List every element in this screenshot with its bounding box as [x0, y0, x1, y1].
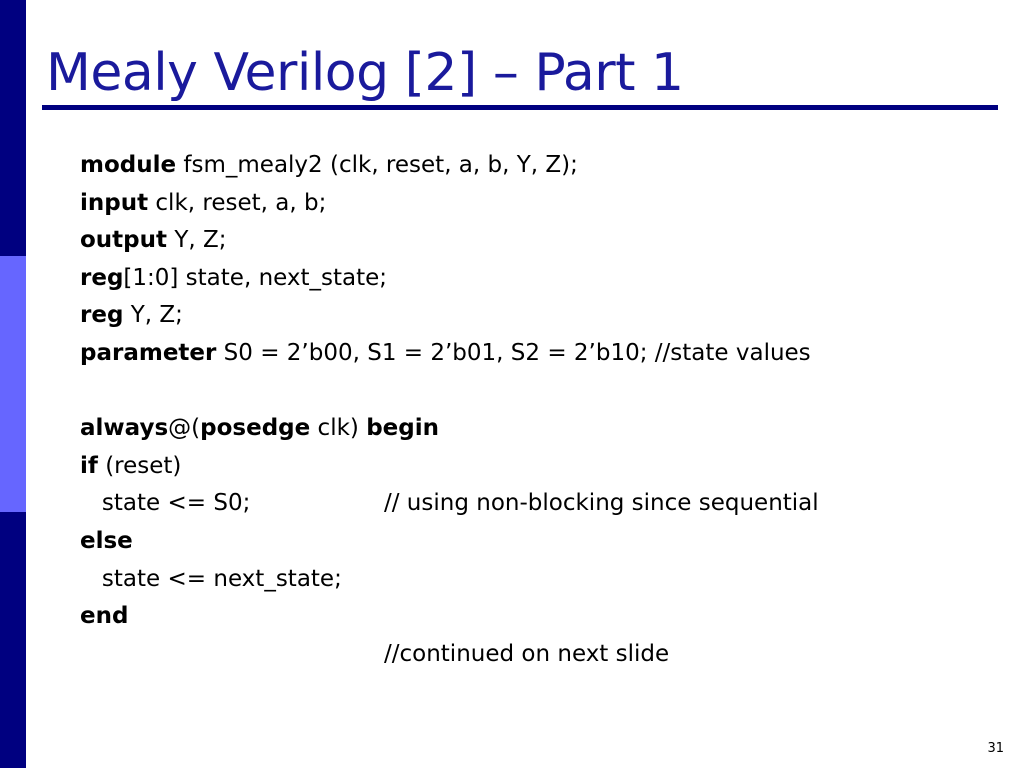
sidebar-segment-bottom	[0, 512, 26, 768]
code-text: (reset)	[97, 452, 182, 479]
code-line-parameter	[80, 335, 811, 373]
code-line-next-assign	[80, 561, 811, 599]
keyword: input	[80, 189, 149, 216]
sidebar-accent-bar	[0, 0, 26, 768]
code-text: Y, Z;	[123, 302, 183, 329]
title-underline	[42, 105, 998, 110]
keyword: else	[80, 527, 133, 554]
code-line-output	[80, 222, 811, 260]
keyword: output	[80, 227, 168, 254]
sidebar-segment-top	[0, 0, 26, 256]
code-line-else	[80, 523, 811, 561]
code-line-module	[80, 147, 811, 185]
code-text: @(	[168, 415, 201, 442]
keyword: always	[80, 415, 169, 442]
slide-number: 31	[987, 741, 1004, 756]
keyword: begin	[366, 415, 439, 442]
code-text: state <= S0;	[80, 490, 251, 517]
sidebar-segment-middle	[0, 256, 26, 512]
keyword: if	[80, 452, 98, 479]
code-line-blank	[80, 373, 811, 411]
keyword: end	[80, 603, 129, 630]
code-text: [1:0] state, next_state;	[123, 264, 388, 291]
code-text: clk)	[310, 415, 367, 442]
code-line-input	[80, 185, 811, 223]
keyword: parameter	[80, 339, 217, 366]
code-line-reg-state	[80, 260, 811, 298]
code-text: S0 = 2’b00, S1 = 2’b01, S2 = 2’b10; //state values	[216, 339, 811, 366]
code-line-if	[80, 448, 811, 486]
code-text: state <= next_state;	[80, 565, 342, 592]
code-line-reg-outputs	[80, 297, 811, 335]
code-line-continued	[80, 636, 811, 674]
code-text: fsm_mealy2 (clk, reset, a, b, Y, Z);	[176, 152, 578, 178]
keyword: reg	[80, 302, 124, 329]
code-comment: // using non-blocking since sequential	[384, 490, 819, 517]
code-text: clk, reset, a, b;	[148, 189, 327, 216]
code-text: Y, Z;	[167, 227, 227, 254]
keyword: reg	[80, 264, 124, 291]
slide-title: Mealy Verilog [2] – Part 1	[46, 43, 684, 103]
code-line-end	[80, 598, 811, 636]
keyword: posedge	[200, 415, 311, 442]
code-block	[80, 147, 819, 673]
code-line-reset-assign	[80, 485, 819, 523]
code-comment: //continued on next slide	[384, 640, 670, 667]
code-line-always	[80, 410, 811, 448]
keyword: module	[80, 152, 177, 178]
